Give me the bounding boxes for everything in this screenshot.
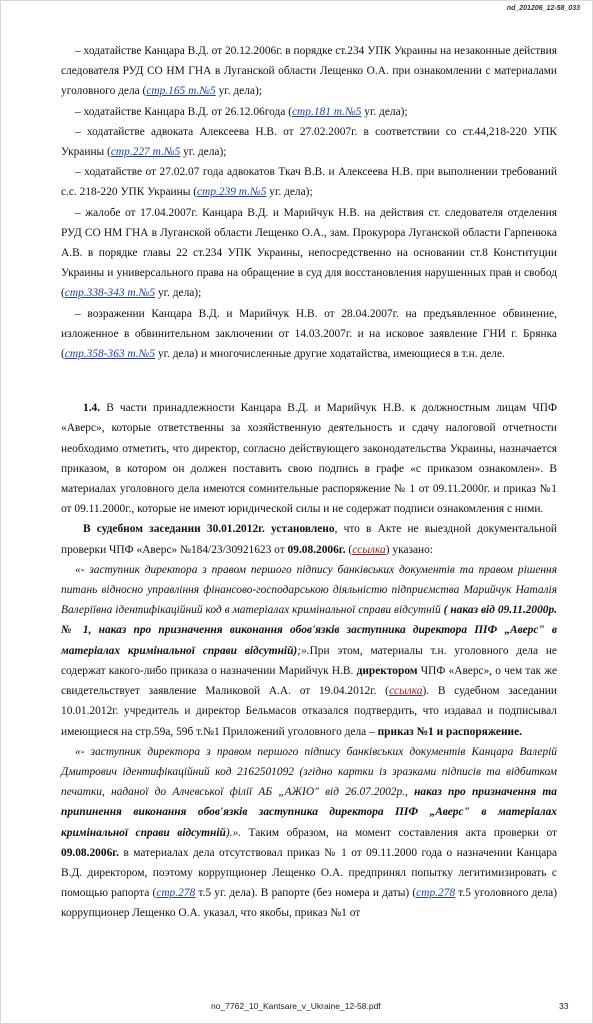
reference-link[interactable]: ссылка (388, 685, 423, 698)
paragraph-objection: – возражении Канцара В.Д. и Марийчук Н.В. от 28.04.2007г. на предъявленное обвинение, изложенное в обвинительном заключении от 14.03.2007г. и на исковое заявление ГНИ г. Брянка (стр.358-363 т.№5 уг. дела) и многочисленные другие ходатайства, имеющиеся в т.н. деле. (61, 307, 557, 361)
paragraph-motion-4: – ходатайстве от 27.02.07 года адвокатов Ткач В.В. и Алексеева Н.В. при выполнении требований с.с. 218-220 УПК Украины (стр.239 т.№5 уг. дела); (61, 166, 557, 199)
document-body (61, 41, 557, 924)
case-file-link[interactable]: стр.358-363 т.№5 (64, 348, 156, 361)
footer-filename: no_7762_10_Kantsare_v_Ukraine_12-58.pdf (211, 1001, 381, 1011)
case-file-link[interactable]: стр.239 т.№5 (197, 186, 267, 199)
paragraph-motion-1: – ходатайстве Канцара В.Д. от 20.12.2006г. в порядке ст.234 УПК Украины на незаконные действия следователя РУД СО НМ ГНА в Луганской области Лещенко О.А. при ознакомлении с материалами уголовного дела (стр.165 т.№5 уг. дела); (61, 45, 557, 98)
case-file-link[interactable]: стр.227 т.№5 (110, 146, 181, 159)
document-id-header: nd_201206_12-58_033 (506, 5, 580, 12)
case-file-link[interactable]: стр.181 т.№5 (292, 105, 362, 118)
paragraph-complaint: – жалобе от 17.04.2007г. Канцара В.Д. и Марийчук Н.В. на действия ст. следователя отделения РУД СО НМ ГНА в Луганской области Лещенко О.А., зам. Прокурора Луганской области Гарпенюка А.В. в порядке главы 22 ст.234 УПК Украины, непосредственно на основании ст.8 Конституции Украины и универсального права на обращение в суд для восстановления нарушенных прав и свобод (стр.338-343 т.№5 уг. дела); (61, 206, 557, 300)
section-1-4: 1.4. В части принадлежности Канцара В.Д. и Марийчук Н.В. к должностным лицам ЧПФ «Аверс», которые ответственны за хозяйственную деятельность и сдачу налоговой отчетности необходимо отметить, что директор, согласно действующего законодательства Украины, назначается приказом, в котором он должен поставить свою подпись в графе «с приказом ознакомлен». В материалах уголовного дела имеются сомнительные распоряжение № 1 от 09.11.2000г. и приказ №1 от 09.11.2000г., которые не имеют юридической силы и не содержат подписи ознакомления с ними. (61, 402, 557, 516)
paragraph-motion-2: – ходатайстве Канцара В.Д. от 26.12.06года (стр.181 т.№5 уг. дела); (75, 105, 408, 118)
case-file-link[interactable]: стр.338-343 т.№5 (64, 287, 156, 300)
reference-link[interactable]: ссылка (352, 543, 386, 556)
paragraph-gap (61, 364, 557, 398)
case-file-link[interactable]: стр.278 (156, 887, 196, 900)
section-number: 1.4. (83, 402, 101, 415)
page-number: 33 (559, 1001, 569, 1011)
quote-paragraph-1: «- заступник директора з правом першого підпису банківських документів та правом рішення питань відносно управління фінансово-господарською діяльністю підприємства Марийчук Наталія Валеріївна ідентифікаційний код в матеріалах кримінальної справи відсутній ( наказ від 09.11.2000р. № 1, наказ про призначення виконання обов'язків заступника директора ПІФ „Аверс" в матеріалах кримінальної справи відсутній);».При этом, материалы т.н. уголовного дела не содержат какого-либо приказа о назначении Марийчук Н.В. директором ЧПФ «Аверс», о чем так же свидетельствует заявление Маликовой А.А. от 19.04.2012г. (ссылка). В судебном заседании 10.01.2012г. учредитель и директор Бельмасов отказался подтвердить, что издавал и подписывал имеющиеся на стр.59а, 59б т.№1 Приложений уголовного дела – приказ №1 и распоряжение. (61, 563, 558, 738)
quote-paragraph-2: «- заступник директора з правом першого підпису банківських документів Канцара Валерій Дмитрович ідентифікаційний код 2162501092 (згідно картки із зразками підписів та відбитком печатки, наданої до Алчевської філії АБ „АЖІО" від 26.07.2002р., наказ про призначення та припинення виконання обов'язків заступника директора ПІФ „Аверс" в матеріалах кримінальної справи відсутній).». Таким образом, на момент составления акта проверки от 09.08.2006г. в материалах дела отсутствовал приказ № 1 от 09.11.2000 года о назначении Канцара В.Д. директором, поэтому коррупционер Лещенко О.А. предпринял попытку легитимизировать с помощью рапорта (стр.278 т.5 уг. дела). В рапорте (без номера и даты) (стр.278 т.5 уголовного дела) коррупционер Лещенко О.А. указал, что якобы, приказ №1 от (61, 745, 557, 920)
case-file-link[interactable]: стр.165 т.№5 (146, 85, 216, 98)
paragraph-motion-3: – ходатайстве адвоката Алексеева Н.В. от 27.02.2007г. в соответствии со ст.44,218-220 УПК Украины (стр.227 т.№5 уг. дела); (61, 125, 557, 159)
case-file-link[interactable]: стр.278 (416, 887, 456, 900)
court-session-paragraph: В судебном заседании 30.01.2012г. установлено, что в Акте не выездной документальной проверки ЧПФ «Аверс» №184/23/30921623 от 09.08.2006г. (ссылка) указано: (61, 523, 557, 556)
